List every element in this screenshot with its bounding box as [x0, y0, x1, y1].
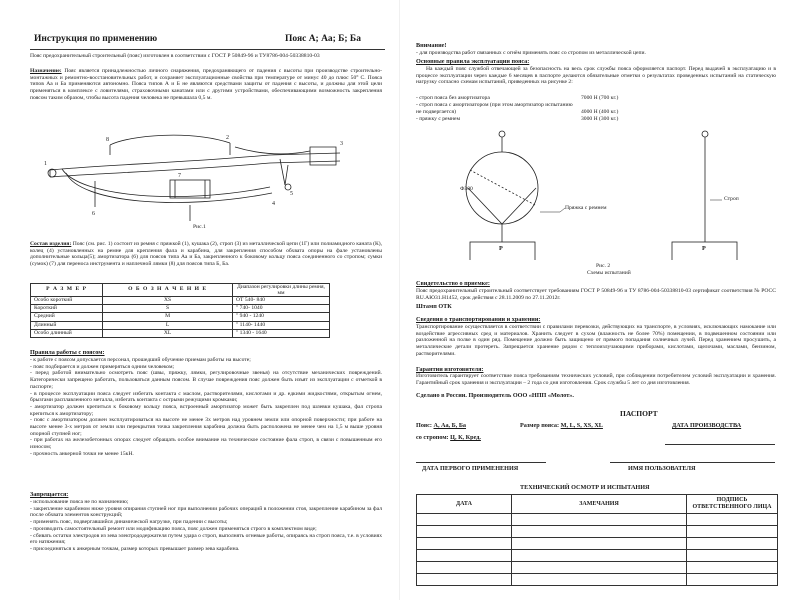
list-item: - пояс с амортизатором должен эксплуатироваться на высоте не менее 3х метров над уровнем земли или опорной поверхности; при работе на высоте менее 3-х метров от земли или перекрытия точка закрепления карабина должна быть расположена не менее чем на 1,5 м выше уровня опорной ступней ног; — [30, 417, 382, 437]
operation-rules-text: На каждый пояс службой отвечающей за безопасность на весь срок службы пояса оформляется паспорт. Перед выдачей в эксплуатацию и в процессе эксплуатации через каждые 6 месяцев в паспорте делаются обязательные отметки о результатах проведенных испытаний на статическую нагрузку согласно схемам испытаний, приведенных на рисунке 2: — [416, 66, 776, 86]
strop-label: Строп — [724, 196, 739, 202]
list-item: - использование пояса не по назначению; — [30, 499, 129, 505]
svg-text:7: 7 — [178, 173, 181, 179]
list-item: - к работе с поясом допускается персонал, прошедший обучение приемам работы на высоте; — [30, 357, 251, 363]
composition-paragraph — [30, 241, 382, 268]
test-loads — [416, 95, 716, 123]
attention-text: - для производства работ связанных с огнём применять пояс со стропом из металлической цепи. — [416, 50, 646, 56]
table-row — [417, 526, 778, 538]
composition-label: Состав изделия: — [30, 241, 72, 247]
size-table — [30, 283, 330, 338]
manufacturer: Сделано в России. Производитель ООО «НПП «Молот». — [416, 392, 574, 399]
list-item: - перед работой внимательно осмотреть пояс (швы, пряжку, лямки, регулировочные звенья) на отсутствие механических повреждений. Категорически запрещено работать, пользоваться данным поясом. В случае повреждения пояс должен быть изъят из эксплуатации с отметкой в паспорте; — [30, 370, 382, 390]
table-row — [31, 329, 330, 337]
acceptance-title: Свидетельство о приемке: — [416, 280, 490, 287]
size-code: XS — [103, 297, 233, 305]
transport-title: Сведения о транспортировании и хранении: — [416, 316, 541, 323]
right-page — [400, 0, 800, 600]
table-row — [417, 538, 778, 550]
figure-1-caption: Рис.1 — [193, 224, 206, 230]
transport-text: Транспортирование осуществляется в соответствии с правилами перевозки, действующих на транспорте, в условиях, исключающих намокание или воздействие агрессивных сред и материалов. Хранить следует в сухом (влажность не более 70%) помещении, в подвешенном состоянии или разложенной на полке в один ряд. Помещение должно быть защищено от прямого попадания солнечных лучей. Перед хранением просушить, а металлические детали протереть. Запрещается хранение рядом с теплоизлучающими приборами, кислотами, щелочами, маслами, бензином, растворителями. — [416, 324, 776, 357]
list-item: - закрепление карабином ниже уровня опирания ступней ног при выполнении рабочих операций в положении стоя, закрепление карабином за фал после обхвата элементов конструкций; — [30, 505, 382, 519]
list-item: - при работах на железобетонных опорах следует обращать особое внимание на техническое состояние фала строп, в связи с повышенным его износом; — [30, 437, 382, 451]
purpose-paragraph — [30, 68, 382, 102]
list-item: - присоединяться к анкерным точкам, размер которых превышает размер зева карабина. — [30, 545, 240, 552]
warranty-text: Изготовитель гарантирует соответствие пояса требованиям технических условий, при соблюдении потребителем условий эксплуатации и хранения. Гарантийный срок хранения и эксплуатации – 2 года со дня изготовления. Срок службы 5 лет со дня изготовления. — [416, 373, 776, 386]
belt-buckle-label: Пряжка с ремнем — [565, 205, 607, 211]
table-row — [417, 550, 778, 562]
list-item: - строп пояса без амортизатора 7000 Н (700 кг.) — [416, 95, 619, 101]
svg-text:8: 8 — [106, 137, 109, 143]
attention-label: Внимание! — [416, 42, 447, 49]
forbidden-title: Запрещается: — [30, 491, 69, 498]
passport-size: Размер пояса: M, L, S, XS, XL — [520, 422, 603, 429]
size-code: S — [103, 305, 233, 313]
load-weight-left: P — [499, 245, 503, 252]
svg-text:2: 2 — [226, 135, 229, 141]
svg-text:4: 4 — [272, 201, 275, 207]
inspection-header-remarks: ЗАМЕЧАНИЯ — [512, 495, 687, 514]
otk-stamp: Штамп ОТК — [416, 303, 452, 310]
size-table-header: О Б О З Н А Ч Е Н И Е — [103, 284, 233, 297]
intro-text: Пояс предохранительный строительный (пояс) изготовлен в соответствии с ГОСТ Р 50849-96 и ТУ8786-004-50338810-03 — [30, 53, 320, 59]
acceptance-text: Пояс предохранительный строительный соответствует требованиям ГОСТ Р 50849-96 и ТУ 8786-004-50338810-03 сертификат соответствия № РОСС RU.АЮ31.Н1452, срок действия с 28.11.2009 по 27.11.2012г. — [416, 288, 776, 301]
svg-text:3: 3 — [340, 141, 343, 147]
list-item: - пояс подбирается и должен примеряться одним человеком; — [30, 363, 175, 370]
size-name: Длинный — [31, 321, 103, 329]
size-table-header: Р А З М Е Р — [31, 284, 103, 297]
size-code: XL — [103, 329, 233, 337]
size-name: Короткий — [31, 305, 103, 313]
production-date-label: ДАТА ПРОИЗВОДСТВА — [672, 422, 742, 429]
table-row — [417, 514, 778, 526]
figure-2-subcaption: Схемы испытаний — [587, 270, 631, 276]
inspection-title: ТЕХНИЧЕСКИЙ ОСМОТР И ИСПЫТАНИЯ — [520, 484, 650, 491]
rules-list — [30, 357, 382, 458]
size-range: ОТ 540- 840 — [233, 297, 330, 305]
table-row — [417, 562, 778, 574]
belt-types-heading: Пояс А; Аа; Б; Ба — [285, 34, 361, 44]
production-date-field[interactable] — [665, 444, 775, 445]
list-item: - производить самостоятельный ремонт или модификацию пояса, пояс должен применяться строго в комплектном виде; — [30, 525, 317, 532]
list-item: - в процессе эксплуатации пояса следует избегать контакта с маслом, растворителями, кислотами и др. едкими жидкостями, открытым огнем, брызгами расплавленного металла, избегать контакта с острыми режущими кромками; — [30, 390, 382, 404]
list-item: - сбивать остатки электродов из зева электрододержателя путем удара о строп, выполнять огневые работы, опираясь на строп пояса, т.е. в условиях его натяжения; — [30, 532, 382, 546]
test-schemes-figure — [440, 130, 760, 260]
list-item: - прочность анкерной точки не менее 15кН. — [30, 450, 134, 457]
purpose-text: Пояс является принадлежностью личного снаряжения, предохраняющего от падения с высоты при производстве строительно-монтажных и ремонтно-восстановительных работ, и сохраняет эксплуатационные свойства при температуре от минус 40 до плюс 50° С. Пояса типов Аа и Ба применяются автономно. Пояса типов А и Б не являются средствами защиты от падения с высоты, и должны для этой цели применяться в комплексе с ловителями, страховочными канатами или с другими устройствами, обеспечивающими возможность закрепления поясом таким образом, чтобы высота падения человека не превышала 0,5 м. — [30, 68, 382, 101]
table-row — [31, 321, 330, 329]
first-use-date-field[interactable] — [416, 462, 546, 463]
svg-text:6: 6 — [92, 211, 95, 217]
composition-text: Пояс (см. рис. 1) состоит из ремня с пряжкой (1), кушака (2), строп (3) из металлической цепи (1Г) или полиамидного каната (К), колец (4) установленных на ремне для крепления фала и карабина, для закрепления способом обхвата опоры на фале установлены дополнительные кольца(5); амортизатора (6) для поясов типа Аа и Ба, закрепленного к боковому кольцу пояса соединенного со стропом; сумки (сумок) (7) для переноса инструмента и наплечной лямки (8) для поясов типа Б, Ба. — [30, 241, 382, 268]
purpose-label: Назначение: — [30, 68, 62, 74]
table-row — [417, 574, 778, 586]
size-range: " 940 - 1240 — [233, 313, 330, 321]
list-item: - пряжку с ремнем 3000 Н (300 кг.) — [416, 116, 619, 122]
title-rule — [30, 49, 385, 50]
size-table-header: Диапазон регулировки длины ремня, мм — [233, 284, 330, 297]
passport-title: ПАСПОРТ — [620, 409, 658, 418]
belt-illustration — [40, 125, 360, 225]
size-range: " 1340 - 1640 — [233, 329, 330, 337]
forbidden-list — [30, 499, 382, 553]
inspection-header-signature: ПОДПИСЬ ОТВЕТСТВЕННОГО ЛИЦА — [687, 495, 778, 514]
list-item: не подвергается) 4000 Н (400 кг.) — [416, 109, 619, 115]
user-name-field[interactable] — [610, 462, 775, 463]
inspection-table — [416, 494, 778, 586]
size-name: Средний — [31, 313, 103, 321]
inspection-header-date: ДАТА — [417, 495, 512, 514]
table-row — [31, 297, 330, 305]
size-name: Особо короткий — [31, 297, 103, 305]
diameter-label: Ф300 — [460, 186, 473, 192]
page-title: Инструкция по применению — [34, 34, 158, 44]
passport-belt: Пояс: А, Аа, Б, Ба — [416, 422, 467, 429]
user-name-label: ИМЯ ПОЛЬЗОВАТЕЛЯ — [628, 465, 696, 472]
size-range: " 740- 1040 — [233, 305, 330, 313]
rules-title: Правила работы с поясом: — [30, 349, 105, 356]
load-weight-right: P — [702, 245, 706, 252]
first-use-label: ДАТА ПЕРВОГО ПРИМЕНЕНИЯ — [422, 465, 519, 472]
table-row — [31, 313, 330, 321]
size-range: " 1140- 1440 — [233, 321, 330, 329]
list-item: - применять пояс, подвергавшийся динамической нагрузке, при падении с высоты; — [30, 519, 228, 526]
figure-2-caption: Рис. 2 — [596, 263, 611, 269]
svg-text:1: 1 — [44, 161, 47, 167]
size-code: L — [103, 321, 233, 329]
table-row — [31, 305, 330, 313]
list-item: - амортизатор должен крепиться к боковому кольцу пояса, встроенный амортизатор может быть закреплен под шлевки кушака, фал стропа крепиться к амортизатору; — [30, 403, 382, 417]
operation-rules-title: Основные правила эксплуатации пояса: — [416, 58, 530, 65]
size-code: M — [103, 313, 233, 321]
size-name: Особо длинный — [31, 329, 103, 337]
svg-text:5: 5 — [290, 191, 293, 197]
warranty-title: Гарантии изготовителя: — [416, 366, 484, 373]
passport-strop: со стропом: Ц, К, Кред. — [416, 434, 481, 441]
list-item: - строп пояса с амортизатором (при этом амортизатор испытанию — [416, 102, 573, 108]
